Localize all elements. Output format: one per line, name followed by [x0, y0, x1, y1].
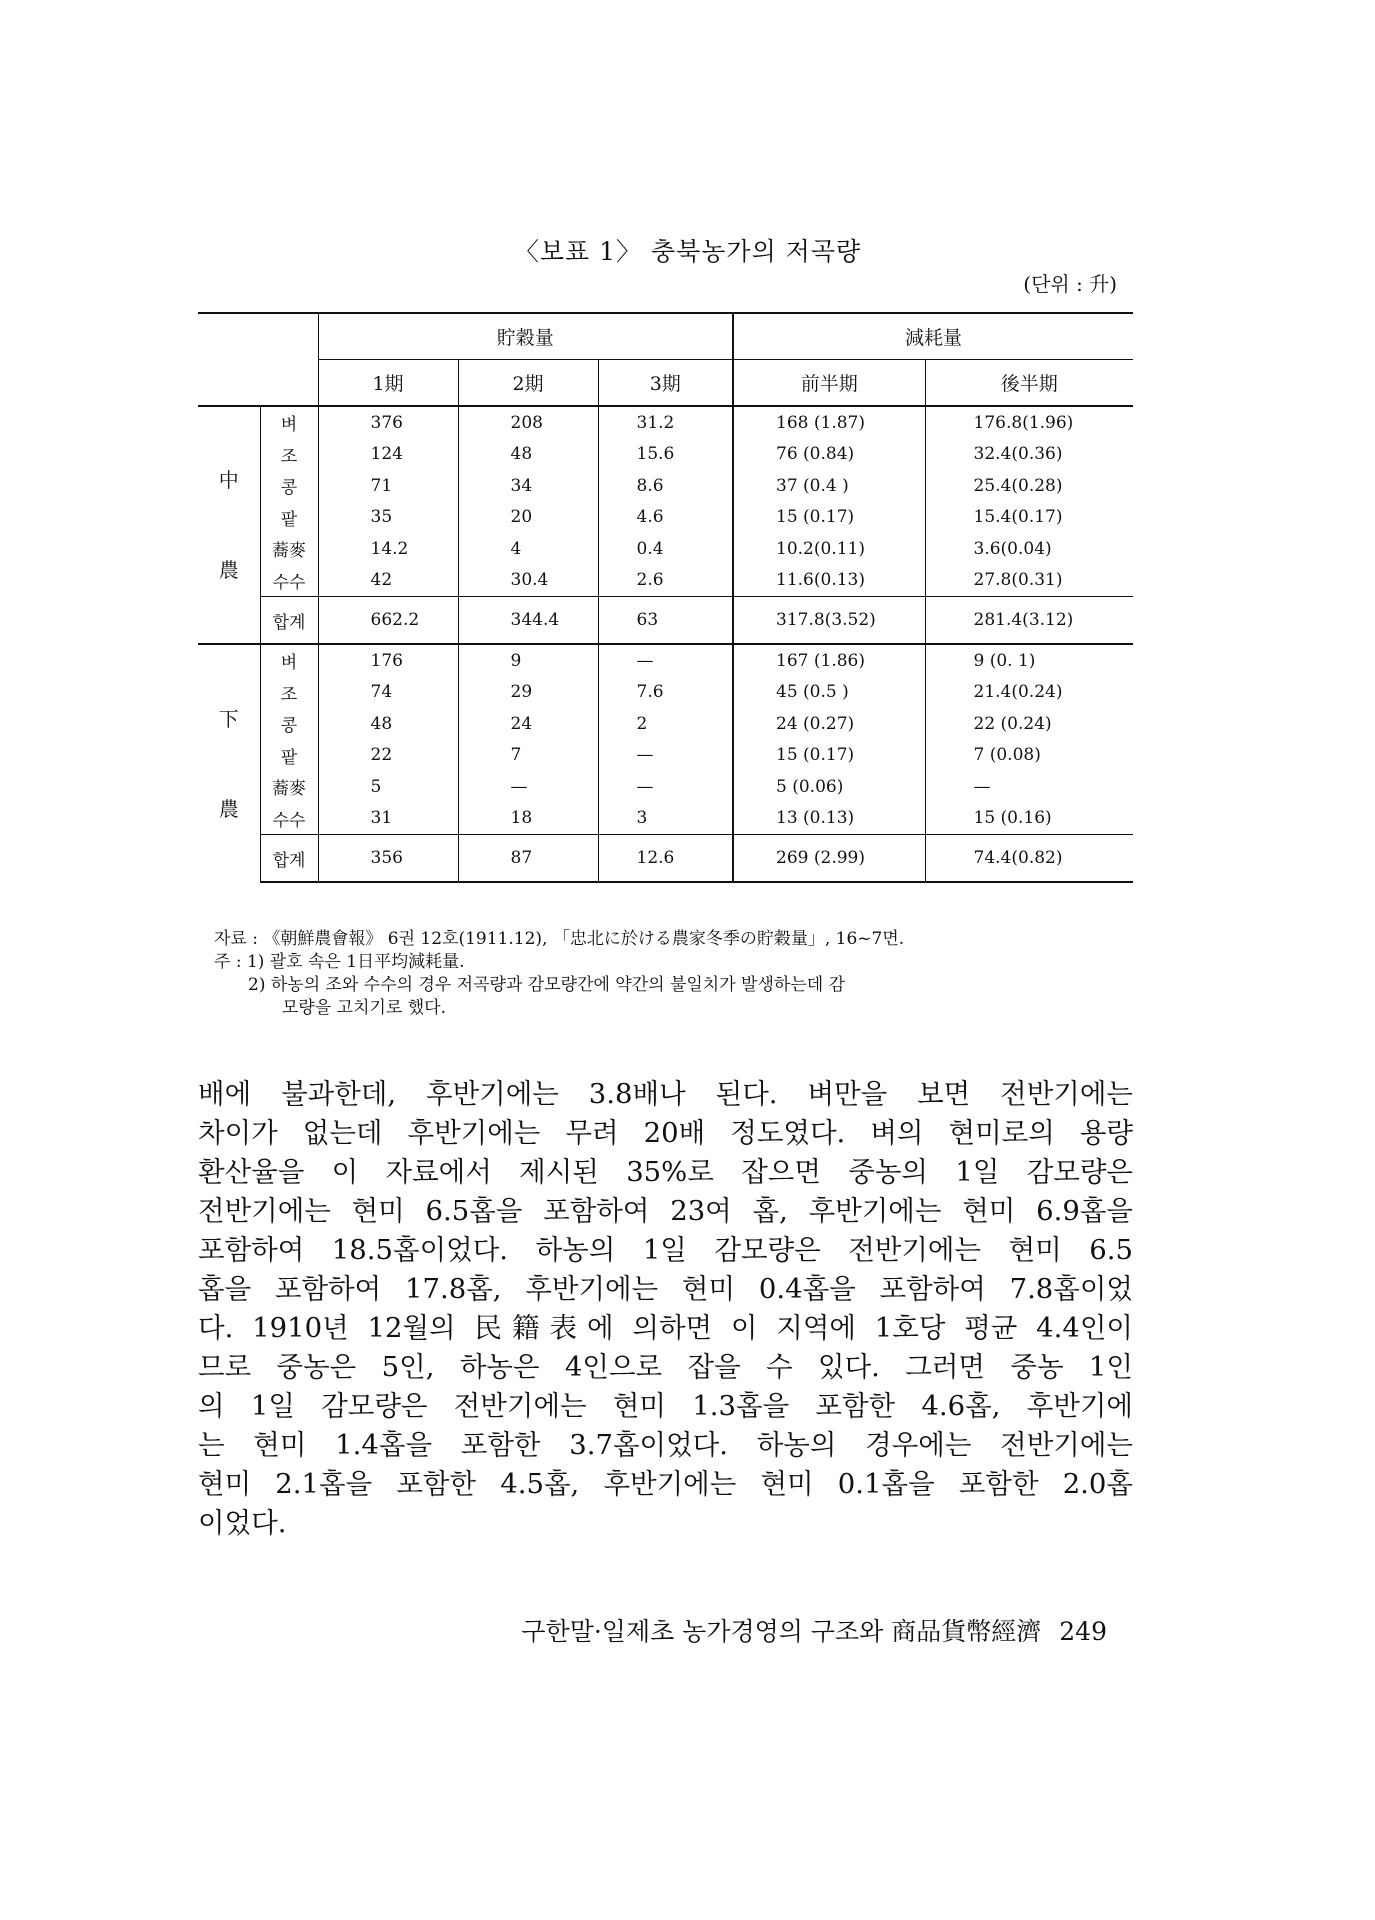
- loss-second-half-cell: —: [925, 771, 1133, 803]
- total-label: 합계: [260, 597, 318, 645]
- loss-first-half-cell: 15 (0.17): [733, 740, 925, 772]
- loss-second-half-cell: 15.4(0.17): [925, 502, 1133, 534]
- crop-cell: 수수: [260, 565, 318, 597]
- total-row: [198, 835, 1133, 883]
- text-line: 환산율을 이 자료에서 제시된 35%로 잡으면 중농의 1일 감모량은: [198, 1156, 1133, 1188]
- storage-p3-cell: 4.6: [598, 502, 733, 534]
- text-line: 는 현미 1.4홉을 포함한 3.7홉이었다. 하농의 경우에는 전반기에는: [198, 1429, 1133, 1461]
- storage-p2-cell: 48: [458, 439, 598, 471]
- loss-first-half-cell: 13 (0.13): [733, 803, 925, 835]
- crop-cell: 조: [260, 439, 318, 471]
- total-p2-cell: 87: [458, 835, 598, 883]
- storage-p2-cell: 18: [458, 803, 598, 835]
- header-p3: 3期: [598, 360, 733, 407]
- running-title: 구한말·일제초 농가경영의 구조와 商品貨幣經濟: [521, 1617, 1042, 1646]
- body-paragraph: [198, 1075, 1133, 1543]
- header-loss: 減耗量: [733, 313, 1133, 360]
- crop-cell: 콩: [260, 708, 318, 740]
- storage-p2-cell: 30.4: [458, 565, 598, 597]
- loss-first-half-cell: 76 (0.84): [733, 439, 925, 471]
- text-line: 의 1일 감모량은 전반기에는 현미 1.3홉을 포함한 4.6홉, 후반기에: [198, 1390, 1133, 1422]
- storage-p2-cell: —: [458, 771, 598, 803]
- group-middle-farmers: [198, 406, 1133, 644]
- loss-second-half-cell: 3.6(0.04): [925, 533, 1133, 565]
- table-row: [198, 803, 1133, 835]
- group-label: 中 農: [198, 406, 260, 644]
- header-p1: 1期: [318, 360, 458, 407]
- loss-second-half-cell: 9 (0. 1): [925, 644, 1133, 677]
- storage-p1-cell: 35: [318, 502, 458, 534]
- text-line: 이었다.: [198, 1507, 287, 1539]
- total-p3-cell: 12.6: [598, 835, 733, 883]
- total-first-half-cell: 317.8(3.52): [733, 597, 925, 645]
- total-second-half-cell: 74.4(0.82): [925, 835, 1133, 883]
- storage-p3-cell: 0.4: [598, 533, 733, 565]
- storage-p1-cell: 22: [318, 740, 458, 772]
- text-line: 포함하여 18.5홉이었다. 하농의 1일 감모량은 전반기에는 현미 6.5: [198, 1234, 1133, 1266]
- group-small-farmers: [198, 644, 1133, 882]
- table-row: [198, 533, 1133, 565]
- table-row: [198, 502, 1133, 534]
- storage-p3-cell: 15.6: [598, 439, 733, 471]
- page-footer: [521, 1612, 1107, 1648]
- loss-second-half-cell: 176.8(1.96): [925, 406, 1133, 439]
- table-row: [198, 708, 1133, 740]
- loss-first-half-cell: 168 (1.87): [733, 406, 925, 439]
- storage-p2-cell: 7: [458, 740, 598, 772]
- total-p1-cell: 662.2: [318, 597, 458, 645]
- crop-cell: 조: [260, 677, 318, 709]
- source-note: 자료 : 《朝鮮農會報》 6권 12호(1911.12), 「忠北に於ける農家冬季の貯穀量」, 16~7면.: [214, 929, 905, 949]
- storage-p1-cell: 74: [318, 677, 458, 709]
- storage-p1-cell: 14.2: [318, 533, 458, 565]
- page-number: 249: [1059, 1617, 1107, 1646]
- text-line: 현미 2.1홉을 포함한 4.5홉, 후반기에는 현미 0.1홉을 포함한 2.0홉: [198, 1468, 1133, 1500]
- text-line: 배에 불과한데, 후반기에는 3.8배나 된다. 벼만을 보면 전반기에는: [198, 1078, 1133, 1110]
- storage-p1-cell: 376: [318, 406, 458, 439]
- loss-second-half-cell: 21.4(0.24): [925, 677, 1133, 709]
- storage-p2-cell: 9: [458, 644, 598, 677]
- crop-cell: 蕎麥: [260, 533, 318, 565]
- storage-p2-cell: 208: [458, 406, 598, 439]
- header-second-half: 後半期: [925, 360, 1133, 407]
- text-line: 다. 1910년 12월의 民籍表에 의하면 이 지역에 1호당 평균 4.4인이: [198, 1312, 1133, 1344]
- table-title: 〈보표 1〉 충북농가의 저곡량: [513, 237, 862, 266]
- loss-first-half-cell: 5 (0.06): [733, 771, 925, 803]
- footnote-2a: 2) 하농의 조와 수수의 경우 저곡량과 감모량간에 약간의 불일치가 발생하는데 감: [248, 975, 845, 995]
- storage-p2-cell: 24: [458, 708, 598, 740]
- grain-storage-table: [198, 312, 1133, 883]
- table-notes: [214, 928, 1154, 1020]
- storage-p2-cell: 4: [458, 533, 598, 565]
- text-line: 차이가 없는데 후반기에는 무려 20배 정도였다. 벼의 현미로의 용량: [198, 1117, 1133, 1149]
- loss-first-half-cell: 45 (0.5 ): [733, 677, 925, 709]
- crop-cell: 팥: [260, 740, 318, 772]
- table-row: [198, 771, 1133, 803]
- table-row: [198, 406, 1133, 439]
- total-label: 합계: [260, 835, 318, 883]
- storage-p2-cell: 34: [458, 470, 598, 502]
- table-row: [198, 740, 1133, 772]
- loss-first-half-cell: 24 (0.27): [733, 708, 925, 740]
- total-p3-cell: 63: [598, 597, 733, 645]
- storage-p1-cell: 5: [318, 771, 458, 803]
- storage-p1-cell: 42: [318, 565, 458, 597]
- loss-first-half-cell: 10.2(0.11): [733, 533, 925, 565]
- total-first-half-cell: 269 (2.99): [733, 835, 925, 883]
- loss-first-half-cell: 15 (0.17): [733, 502, 925, 534]
- storage-p1-cell: 71: [318, 470, 458, 502]
- total-second-half-cell: 281.4(3.12): [925, 597, 1133, 645]
- total-p2-cell: 344.4: [458, 597, 598, 645]
- header-corner: [198, 313, 318, 406]
- storage-p3-cell: —: [598, 740, 733, 772]
- storage-p3-cell: —: [598, 644, 733, 677]
- crop-cell: 콩: [260, 470, 318, 502]
- storage-p1-cell: 176: [318, 644, 458, 677]
- storage-p3-cell: 7.6: [598, 677, 733, 709]
- group-label: 下 農: [198, 644, 260, 882]
- header-p2: 2期: [458, 360, 598, 407]
- loss-second-half-cell: 27.8(0.31): [925, 565, 1133, 597]
- crop-cell: 팥: [260, 502, 318, 534]
- header-storage: 貯穀量: [318, 313, 733, 360]
- storage-p3-cell: 8.6: [598, 470, 733, 502]
- table-row: [198, 470, 1133, 502]
- footnote-1: 주 : 1) 괄호 속은 1日平均減耗量.: [214, 952, 465, 972]
- storage-p1-cell: 124: [318, 439, 458, 471]
- header-first-half: 前半期: [733, 360, 925, 407]
- total-p1-cell: 356: [318, 835, 458, 883]
- loss-second-half-cell: 32.4(0.36): [925, 439, 1133, 471]
- storage-p1-cell: 31: [318, 803, 458, 835]
- storage-p3-cell: —: [598, 771, 733, 803]
- table-row: [198, 644, 1133, 677]
- loss-first-half-cell: 11.6(0.13): [733, 565, 925, 597]
- table-row: [198, 565, 1133, 597]
- storage-p3-cell: 31.2: [598, 406, 733, 439]
- loss-second-half-cell: 7 (0.08): [925, 740, 1133, 772]
- text-line: 전반기에는 현미 6.5홉을 포함하여 23여 홉, 후반기에는 현미 6.9홉을: [198, 1195, 1133, 1227]
- text-line: 므로 중농은 5인, 하농은 4인으로 잡을 수 있다. 그러면 중농 1인: [198, 1351, 1133, 1383]
- table-row: [198, 677, 1133, 709]
- storage-p3-cell: 3: [598, 803, 733, 835]
- loss-second-half-cell: 22 (0.24): [925, 708, 1133, 740]
- loss-second-half-cell: 25.4(0.28): [925, 470, 1133, 502]
- table-unit: (단위 : 升): [1023, 272, 1117, 296]
- storage-p3-cell: 2: [598, 708, 733, 740]
- crop-cell: 벼: [260, 406, 318, 439]
- total-row: [198, 597, 1133, 645]
- loss-first-half-cell: 167 (1.86): [733, 644, 925, 677]
- crop-cell: 수수: [260, 803, 318, 835]
- loss-first-half-cell: 37 (0.4 ): [733, 470, 925, 502]
- storage-p1-cell: 48: [318, 708, 458, 740]
- crop-cell: 蕎麥: [260, 771, 318, 803]
- storage-p3-cell: 2.6: [598, 565, 733, 597]
- text-line: 홉을 포함하여 17.8홉, 후반기에는 현미 0.4홉을 포함하여 7.8홉이었: [198, 1273, 1133, 1305]
- storage-p2-cell: 29: [458, 677, 598, 709]
- loss-second-half-cell: 15 (0.16): [925, 803, 1133, 835]
- storage-p2-cell: 20: [458, 502, 598, 534]
- footnote-2b: 모량을 고치기로 했다.: [282, 998, 447, 1018]
- table-row: [198, 439, 1133, 471]
- crop-cell: 벼: [260, 644, 318, 677]
